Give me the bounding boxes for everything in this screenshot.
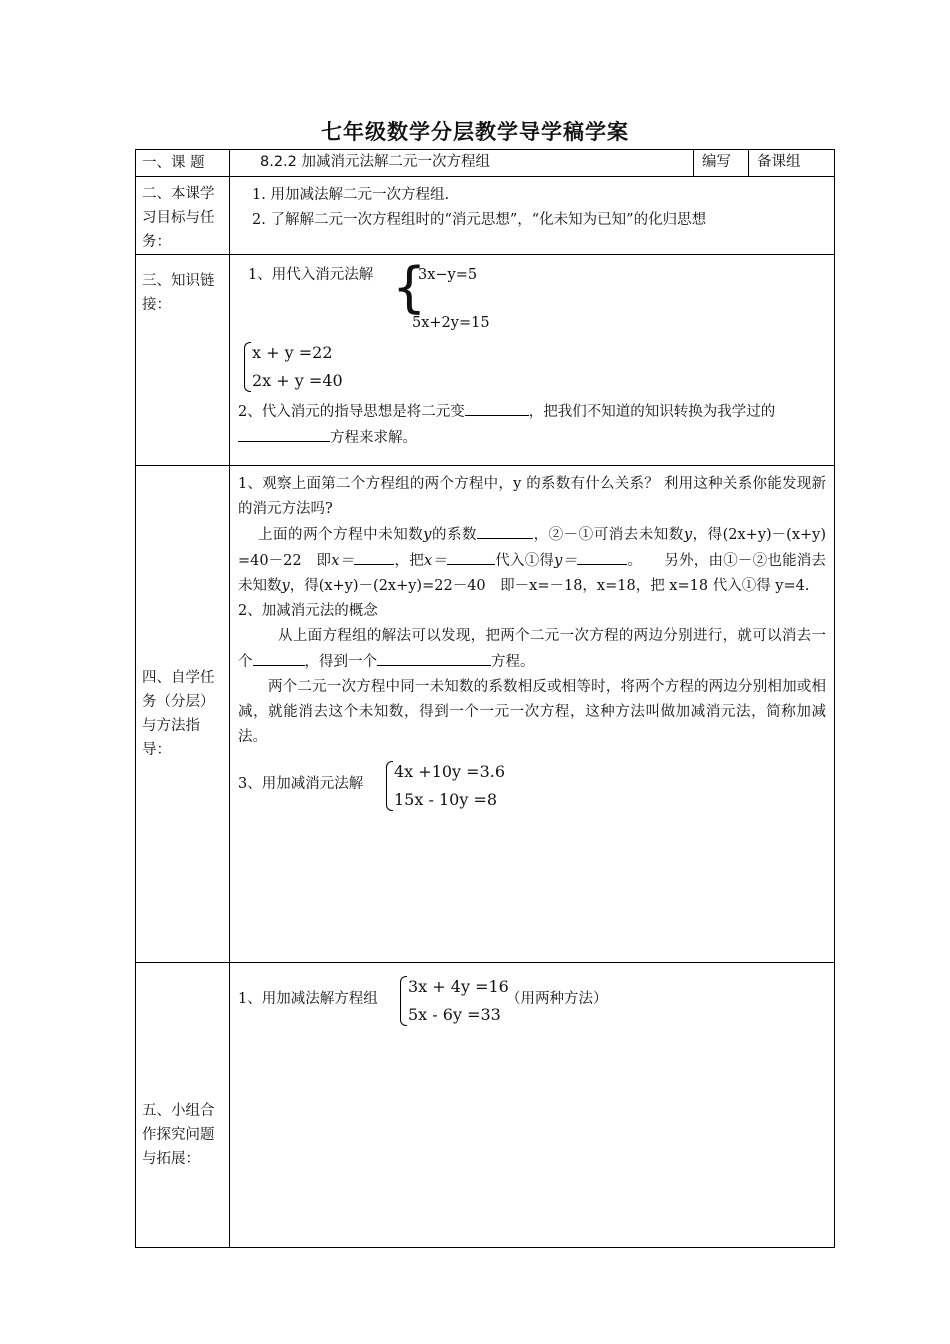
selfstudy-content	[230, 466, 835, 963]
knowledge-q1b-system	[238, 335, 826, 395]
selfstudy-row	[136, 466, 835, 963]
selfstudy-q3	[238, 758, 826, 822]
topic-row	[136, 150, 835, 177]
selfstudy-q3-eq1: 4x +10y =3.6	[394, 762, 506, 781]
author-label: 编写	[694, 150, 749, 177]
group-q1-prefix: 1、用加减法解方程组	[238, 991, 378, 1007]
blank-line	[238, 425, 330, 442]
author-value: 备课组	[749, 150, 835, 177]
selfstudy-p1: 1、观察上面第二个方程组的两个方程中，y 的系数有什么关系？ 利用这种关系你能发现新的消元方法吗?	[238, 476, 826, 517]
selfstudy-label: 四、自学任务（分层）与方法指导：	[136, 466, 230, 963]
goals-content	[230, 177, 835, 255]
brace-icon	[386, 761, 393, 811]
group-q1-eq1: 3x + 4y =16	[408, 977, 509, 996]
knowledge-q1-prefix: 1、用代入消元法解	[248, 267, 374, 283]
selfstudy-q3-prefix: 3、用加减消元法解	[238, 776, 364, 792]
group-row	[136, 963, 835, 1248]
knowledge-q1b-eq1: x + y =22	[252, 343, 333, 362]
blank-line	[577, 548, 627, 565]
topic-value: 8.2.2 加减消元法解二元一次方程组	[230, 150, 694, 177]
brace-icon	[244, 342, 251, 392]
group-content	[230, 963, 835, 1248]
goals-row	[136, 177, 835, 255]
knowledge-q1-eq2: 5x+2y=15	[412, 315, 490, 331]
selfstudy-p4: 从上面方程组的解法可以发现，把两个二元一次方程的两边分别进行，就可以消去一个 ，得到一个 方程。	[238, 628, 826, 670]
brace-icon: {	[392, 256, 427, 319]
knowledge-q2: 2、代入消元的指导思想是将二元变 ，把我们不知道的知识转换为我学过的方程来求解。	[238, 399, 826, 451]
group-label: 五、小组合作探究问题与拓展：	[136, 963, 230, 1248]
topic-label: 一、课 题	[136, 150, 230, 177]
blank-line	[253, 649, 305, 666]
group-q1	[238, 973, 826, 1037]
selfstudy-p3: 2、加减消元法的概念	[238, 603, 378, 619]
page-title: 七年级数学分层教学导学稿学案	[321, 119, 629, 144]
selfstudy-q3-eq2: 15x - 10y =8	[394, 790, 498, 809]
blank-line	[354, 548, 394, 565]
group-q1-suffix: （用两种方法）	[506, 991, 608, 1007]
lesson-plan-table	[135, 149, 835, 1248]
goals-label: 二、本课学习目标与任务：	[136, 177, 230, 255]
selfstudy-p5: 两个二元一次方程中同一未知数的系数相反或相等时，将两个方程的两边分别相加或相减，就能消去这个未知数，得到一个一元一次方程，这种方法叫做加减消元法，简称加减法。	[238, 679, 826, 745]
knowledge-q1	[238, 256, 826, 335]
group-q1-eq2: 5x - 6y =33	[408, 1005, 501, 1024]
knowledge-row	[136, 255, 835, 466]
knowledge-q1-eq1: 3x−y=5	[418, 267, 478, 283]
brace-icon	[400, 976, 407, 1026]
knowledge-label: 三、知识链接：	[136, 255, 230, 466]
knowledge-content	[230, 255, 835, 466]
blank-line	[477, 522, 533, 539]
selfstudy-p2: 上面的两个方程中未知数y的系数 ，②－①可消去未知数y，得(2x+y)－(x+y) =40－22 即x＝ ，把x＝ 代入①得y＝ 。 另外，由①－②也能消去未知数y，得(x+y)－(2x+y)=22－40 即－x=－18，x=18，把 x=18 代入①得 y=4.	[238, 522, 826, 599]
blank-line	[465, 399, 529, 416]
knowledge-q1b-eq2: 2x + y =40	[252, 371, 343, 390]
goal-item-2: 2. 了解解二元一次方程组时的“消元思想”，“化未知为已知”的化归思想	[252, 212, 707, 228]
blank-line	[377, 649, 491, 666]
goal-item-1: 1. 用加减法解二元一次方程组.	[252, 187, 450, 203]
blank-line	[447, 548, 495, 565]
